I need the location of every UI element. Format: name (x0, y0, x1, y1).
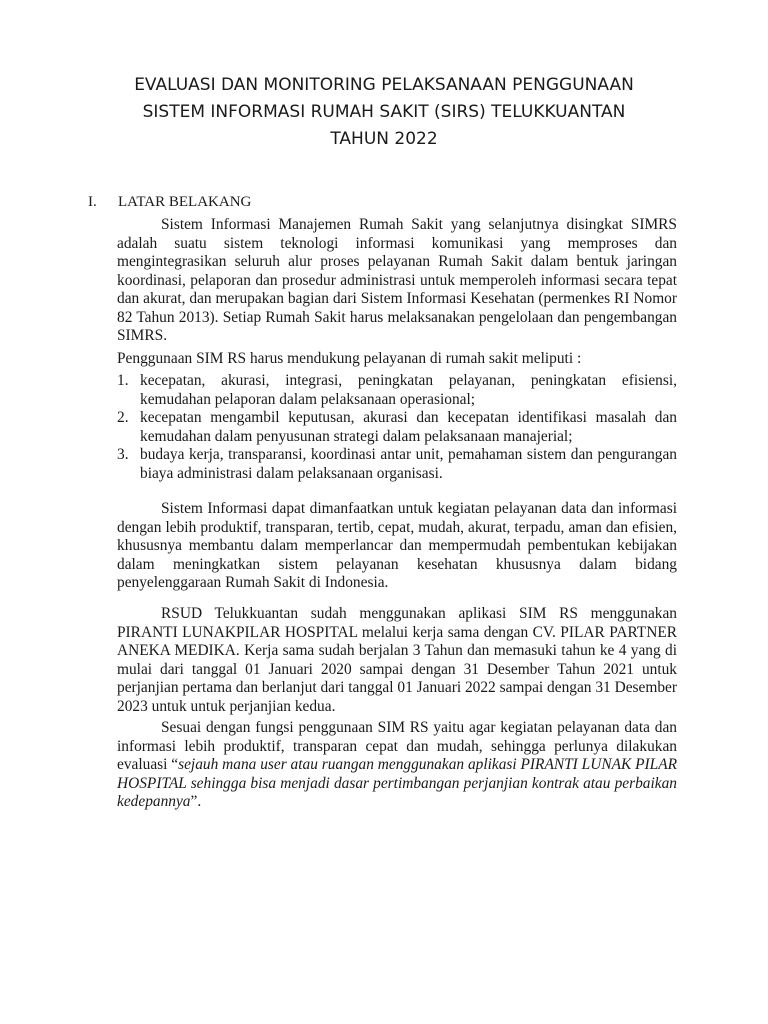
section-heading (88, 193, 251, 211)
list-item-text: budaya kerja, transparansi, koordinasi antar unit, pemahaman sistem dan pengurangan biaya administrasi dalam pelaksanaan organisasi. (140, 446, 677, 482)
list-item-number: 3. (117, 446, 129, 463)
title-line-1: EVALUASI DAN MONITORING PELAKSANAAN PENGGUNAAN (134, 75, 634, 95)
section-number: I. (88, 194, 97, 210)
document-title (60, 72, 708, 153)
title-line-2: SISTEM INFORMASI RUMAH SAKIT (SIRS) TELUKKUANTAN (142, 102, 626, 122)
list-item (117, 409, 677, 446)
support-list (117, 372, 677, 483)
paragraph-simrs-definition: Sistem Informasi Manajemen Rumah Sakit yang selanjutnya disingkat SIMRS adalah suatu sistem teknologi informasi komunikasi yang memproses dan mengintegrasikan seluruh alur proses pelayanan Rumah Sakit dalam bentuk jaringan koordinasi, pelaporan dan prosedur administrasi untuk memperoleh informasi secara tepat dan akurat, dan merupakan bagian dari Sistem Informasi Kesehatan (permenkes RI Nomor 82 Tahun 2013). Setiap Rumah Sakit harus melaksanakan pengelolaan dan pengembangan SIMRS. (117, 216, 677, 344)
section-title: LATAR BELAKANG (118, 194, 252, 210)
paragraph-information-system: Sistem Informasi dapat dimanfaatkan untuk kegiatan pelayanan data dan informasi dengan lebih produktif, transparan, tertib, cepat, mudah, akurat, terpadu, aman dan efisien, khususnya membantu dalam memperlancar dan mempermudah pembentukan kebijakan dalam meningkatkan sistem pelayanan kesehatan khususnya dalam bidang penyelenggaraan Rumah Sakit di Indonesia. (117, 500, 677, 591)
list-item-text: kecepatan, akurasi, integrasi, peningkatan pelayanan, peningkatan efisiensi, kemudahan pelaporan dalam pelaksanaan operasional; (140, 372, 677, 408)
evaluation-quote-end: ”. (190, 793, 202, 810)
paragraph-list-intro: Penggunaan SIM RS harus mendukung pelayanan di rumah sakit meliputi : (117, 350, 582, 367)
list-item-text: kecepatan mengambil keputusan, akurasi dan kecepatan identifikasi masalah dan kemudahan dalam penyusunan strategi dalam pelaksanaan manajerial; (140, 409, 677, 445)
list-item-number: 1. (117, 372, 129, 389)
evaluation-quote: sejauh mana user atau ruangan menggunakan aplikasi PIRANTI LUNAK PILAR HOSPITAL sehingga bisa menjadi dasar pertimbangan perjanjian kontrak atau perbaikan kedepannya (117, 756, 677, 810)
list-item-number: 2. (117, 409, 129, 426)
paragraph-evaluation-purpose (117, 719, 677, 812)
title-line-3: TAHUN 2022 (330, 129, 438, 149)
list-item (117, 372, 677, 409)
evaluation-text: Sesuai dengan fungsi penggunaan SIM RS yaitu agar kegiatan pelayanan data dan informasi lebih produktif, transparan cepat dan mudah, sehingga perlunya dilakukan evaluasi “ (117, 719, 677, 773)
paragraph-rsud-cooperation: RSUD Telukkuantan sudah menggunakan aplikasi SIM RS menggunakan PIRANTI LUNAKPILAR HOSPITAL melalui kerja sama dengan CV. PILAR PARTNER ANEKA MEDIKA. Kerja sama sudah berjalan 3 Tahun dan memasuki tahun ke 4 yang di mulai dari tanggal 01 Januari 2020 sampai dengan 31 Desember Tahun 2021 untuk perjanjian pertama dan berlanjut dari tanggal 01 Januari 2022 sampai dengan 31 Desember 2023 untuk untuk perjanjian kedua. (117, 605, 677, 715)
list-item (117, 446, 677, 483)
